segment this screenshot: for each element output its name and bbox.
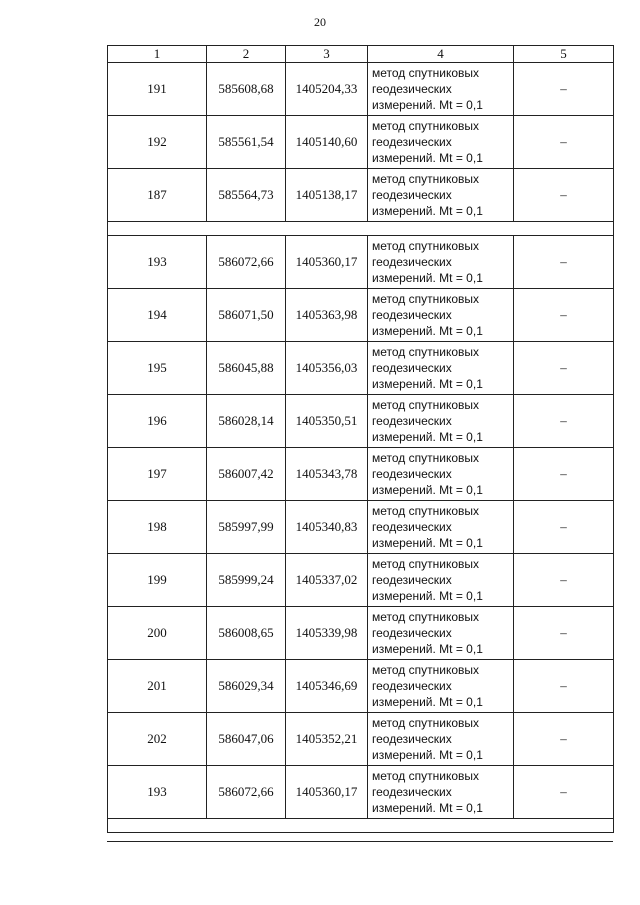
method-line: измерений. Mt = 0,1 (372, 695, 483, 709)
point-number-cell: 192 (108, 116, 207, 169)
method-line: измерений. Mt = 0,1 (372, 204, 483, 218)
x-coordinate-cell: 585999,24 (207, 554, 286, 607)
dash-cell: – (514, 236, 614, 289)
method-line: измерений. Mt = 0,1 (372, 377, 483, 391)
method-line: геодезических (372, 82, 452, 96)
method-line: измерений. Mt = 0,1 (372, 98, 483, 112)
dash-cell: – (514, 448, 614, 501)
dash-cell: – (514, 289, 614, 342)
point-number-cell: 200 (108, 607, 207, 660)
method-line: измерений. Mt = 0,1 (372, 151, 483, 165)
method-cell (368, 554, 514, 607)
method-cell (368, 660, 514, 713)
point-number-cell: 201 (108, 660, 207, 713)
table-row (108, 236, 614, 289)
method-line: метод спутниковых (372, 119, 480, 133)
dash-cell: – (514, 395, 614, 448)
table-row (108, 395, 614, 448)
table-end-row (108, 819, 614, 833)
method-cell (368, 448, 514, 501)
table-row (108, 63, 614, 116)
method-cell (368, 501, 514, 554)
x-coordinate-cell: 586071,50 (207, 289, 286, 342)
table-row (108, 342, 614, 395)
method-line: метод спутниковых (372, 451, 480, 465)
method-line: геодезических (372, 467, 452, 481)
method-line: метод спутниковых (372, 345, 480, 359)
y-coordinate-cell: 1405140,60 (286, 116, 368, 169)
method-line: измерений. Mt = 0,1 (372, 642, 483, 656)
table-row (108, 766, 614, 819)
y-coordinate-cell: 1405343,78 (286, 448, 368, 501)
method-cell (368, 766, 514, 819)
y-coordinate-cell: 1405360,17 (286, 236, 368, 289)
point-number-cell: 198 (108, 501, 207, 554)
table-row (108, 169, 614, 222)
dash-cell: – (514, 713, 614, 766)
table-row (108, 713, 614, 766)
header-cell: 3 (286, 46, 368, 63)
method-line: измерений. Mt = 0,1 (372, 748, 483, 762)
method-line: измерений. Mt = 0,1 (372, 536, 483, 550)
method-line: измерений. Mt = 0,1 (372, 589, 483, 603)
table-row (108, 501, 614, 554)
point-number-cell: 195 (108, 342, 207, 395)
method-line: измерений. Mt = 0,1 (372, 483, 483, 497)
method-line: геодезических (372, 679, 452, 693)
x-coordinate-cell: 586029,34 (207, 660, 286, 713)
point-number-cell: 187 (108, 169, 207, 222)
x-coordinate-cell: 586045,88 (207, 342, 286, 395)
coordinates-table (107, 45, 614, 833)
method-line: геодезических (372, 135, 452, 149)
spacer-cell (108, 819, 614, 833)
point-number-cell: 197 (108, 448, 207, 501)
table-row (108, 289, 614, 342)
point-number-cell: 191 (108, 63, 207, 116)
method-line: метод спутниковых (372, 172, 480, 186)
point-number-cell: 193 (108, 236, 207, 289)
method-line: метод спутниковых (372, 610, 480, 624)
method-cell (368, 63, 514, 116)
method-line: измерений. Mt = 0,1 (372, 271, 483, 285)
method-line: метод спутниковых (372, 663, 480, 677)
method-cell (368, 395, 514, 448)
method-cell (368, 236, 514, 289)
x-coordinate-cell: 585561,54 (207, 116, 286, 169)
y-coordinate-cell: 1405360,17 (286, 766, 368, 819)
dash-cell: – (514, 766, 614, 819)
x-coordinate-cell: 586072,66 (207, 766, 286, 819)
dash-cell: – (514, 342, 614, 395)
method-line: метод спутниковых (372, 769, 480, 783)
method-line: метод спутниковых (372, 66, 480, 80)
method-line: геодезических (372, 414, 452, 428)
header-cell: 5 (514, 46, 614, 63)
y-coordinate-cell: 1405339,98 (286, 607, 368, 660)
method-line: метод спутниковых (372, 292, 480, 306)
method-line: метод спутниковых (372, 398, 480, 412)
section-separator-row (108, 222, 614, 236)
method-cell (368, 289, 514, 342)
y-coordinate-cell: 1405350,51 (286, 395, 368, 448)
method-line: измерений. Mt = 0,1 (372, 430, 483, 444)
point-number-cell: 194 (108, 289, 207, 342)
point-number-cell: 193 (108, 766, 207, 819)
method-cell (368, 169, 514, 222)
method-line: геодезических (372, 626, 452, 640)
y-coordinate-cell: 1405363,98 (286, 289, 368, 342)
header-cell: 4 (368, 46, 514, 63)
method-line: измерений. Mt = 0,1 (372, 801, 483, 815)
method-cell (368, 713, 514, 766)
method-line: геодезических (372, 520, 452, 534)
x-coordinate-cell: 586047,06 (207, 713, 286, 766)
y-coordinate-cell: 1405138,17 (286, 169, 368, 222)
dash-cell: – (514, 501, 614, 554)
method-line: геодезических (372, 255, 452, 269)
dash-cell: – (514, 554, 614, 607)
page-number: 20 (314, 15, 326, 29)
spacer-cell (108, 222, 614, 236)
dash-cell: – (514, 169, 614, 222)
table-bottom-line (107, 841, 613, 842)
y-coordinate-cell: 1405204,33 (286, 63, 368, 116)
x-coordinate-cell: 586007,42 (207, 448, 286, 501)
method-line: геодезических (372, 785, 452, 799)
y-coordinate-cell: 1405346,69 (286, 660, 368, 713)
table-row (108, 554, 614, 607)
x-coordinate-cell: 585997,99 (207, 501, 286, 554)
method-cell (368, 342, 514, 395)
point-number-cell: 196 (108, 395, 207, 448)
x-coordinate-cell: 585608,68 (207, 63, 286, 116)
y-coordinate-cell: 1405337,02 (286, 554, 368, 607)
header-cell: 1 (108, 46, 207, 63)
point-number-cell: 202 (108, 713, 207, 766)
table-row (108, 660, 614, 713)
dash-cell: – (514, 660, 614, 713)
method-cell (368, 116, 514, 169)
table-row (108, 607, 614, 660)
method-line: геодезических (372, 188, 452, 202)
table-row (108, 448, 614, 501)
method-line: геодезических (372, 361, 452, 375)
method-line: геодезических (372, 308, 452, 322)
y-coordinate-cell: 1405352,21 (286, 713, 368, 766)
method-line: метод спутниковых (372, 504, 480, 518)
dash-cell: – (514, 607, 614, 660)
y-coordinate-cell: 1405340,83 (286, 501, 368, 554)
x-coordinate-cell: 585564,73 (207, 169, 286, 222)
y-coordinate-cell: 1405356,03 (286, 342, 368, 395)
table-row (108, 116, 614, 169)
dash-cell: – (514, 116, 614, 169)
method-line: геодезических (372, 573, 452, 587)
dash-cell: – (514, 63, 614, 116)
table-header-row (108, 46, 614, 63)
method-line: метод спутниковых (372, 557, 480, 571)
x-coordinate-cell: 586072,66 (207, 236, 286, 289)
x-coordinate-cell: 586028,14 (207, 395, 286, 448)
header-cell: 2 (207, 46, 286, 63)
method-line: измерений. Mt = 0,1 (372, 324, 483, 338)
method-cell (368, 607, 514, 660)
point-number-cell: 199 (108, 554, 207, 607)
x-coordinate-cell: 586008,65 (207, 607, 286, 660)
method-line: геодезических (372, 732, 452, 746)
method-line: метод спутниковых (372, 716, 480, 730)
method-line: метод спутниковых (372, 239, 480, 253)
